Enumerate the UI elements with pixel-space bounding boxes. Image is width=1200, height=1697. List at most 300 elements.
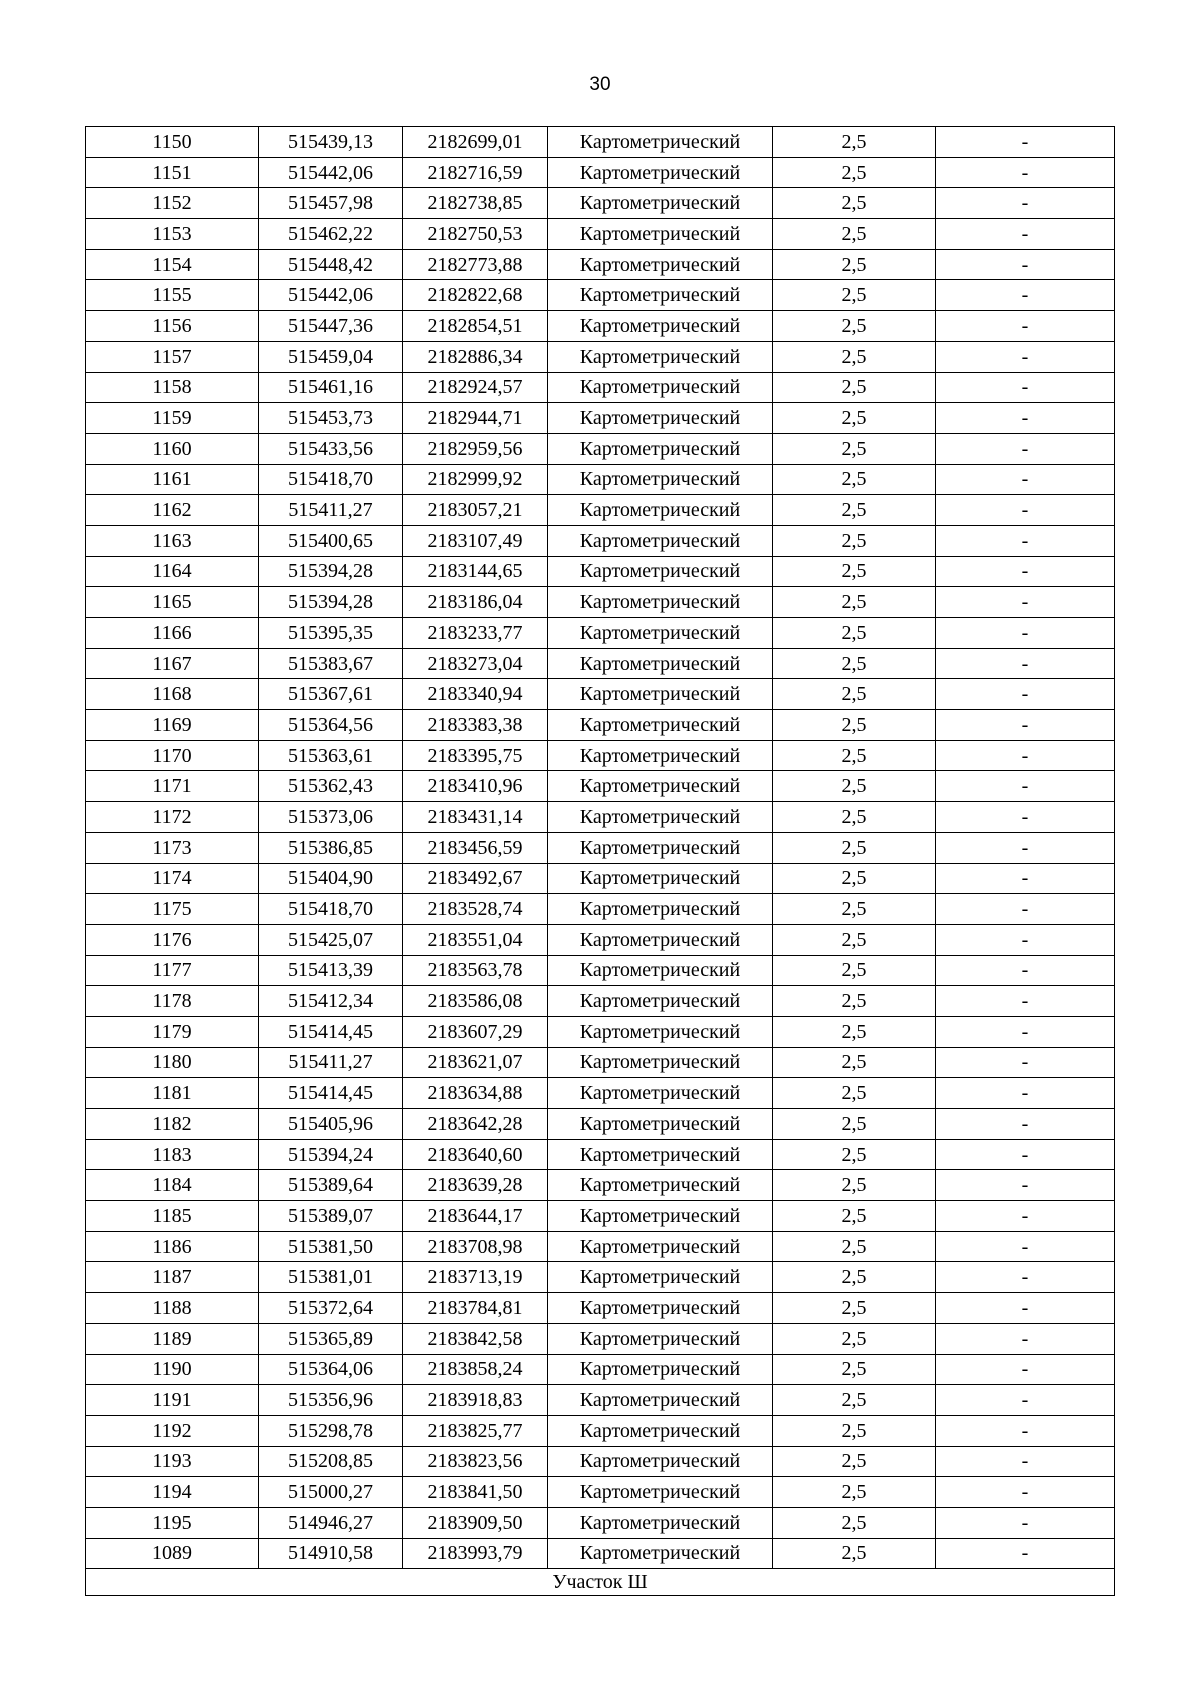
- method-cell: Картометрический: [548, 618, 773, 649]
- note-cell: -: [936, 618, 1115, 649]
- point-number-cell: 1167: [86, 648, 259, 679]
- x-coordinate-cell: 515412,34: [259, 986, 403, 1017]
- note-cell: -: [936, 525, 1115, 556]
- x-coordinate-cell: 515405,96: [259, 1109, 403, 1140]
- point-number-cell: 1190: [86, 1354, 259, 1385]
- y-coordinate-cell: 2182822,68: [403, 280, 548, 311]
- accuracy-cell: 2,5: [773, 1201, 936, 1232]
- note-cell: -: [936, 1538, 1115, 1569]
- x-coordinate-cell: 515433,56: [259, 433, 403, 464]
- note-cell: -: [936, 127, 1115, 158]
- note-cell: -: [936, 341, 1115, 372]
- point-number-cell: 1089: [86, 1538, 259, 1569]
- accuracy-cell: 2,5: [773, 1293, 936, 1324]
- table-row: [86, 495, 1115, 526]
- y-coordinate-cell: 2182924,57: [403, 372, 548, 403]
- x-coordinate-cell: 515457,98: [259, 188, 403, 219]
- table-row: [86, 556, 1115, 587]
- method-cell: Картометрический: [548, 1078, 773, 1109]
- table-row: [86, 832, 1115, 863]
- note-cell: -: [936, 802, 1115, 833]
- point-number-cell: 1186: [86, 1231, 259, 1262]
- note-cell: -: [936, 1231, 1115, 1262]
- x-coordinate-cell: 515400,65: [259, 525, 403, 556]
- table-row: [86, 771, 1115, 802]
- y-coordinate-cell: 2183918,83: [403, 1385, 548, 1416]
- x-coordinate-cell: 515363,61: [259, 740, 403, 771]
- x-coordinate-cell: 515414,45: [259, 1078, 403, 1109]
- accuracy-cell: 2,5: [773, 219, 936, 250]
- note-cell: -: [936, 771, 1115, 802]
- table-row: [86, 1293, 1115, 1324]
- y-coordinate-cell: 2183410,96: [403, 771, 548, 802]
- table-row: [86, 1201, 1115, 1232]
- note-cell: -: [936, 740, 1115, 771]
- point-number-cell: 1151: [86, 157, 259, 188]
- point-number-cell: 1153: [86, 219, 259, 250]
- method-cell: Картометрический: [548, 1354, 773, 1385]
- method-cell: Картометрический: [548, 1507, 773, 1538]
- note-cell: -: [936, 464, 1115, 495]
- x-coordinate-cell: 515411,27: [259, 1047, 403, 1078]
- y-coordinate-cell: 2182738,85: [403, 188, 548, 219]
- note-cell: -: [936, 955, 1115, 986]
- y-coordinate-cell: 2183858,24: [403, 1354, 548, 1385]
- accuracy-cell: 2,5: [773, 587, 936, 618]
- method-cell: Картометрический: [548, 403, 773, 434]
- y-coordinate-cell: 2183528,74: [403, 894, 548, 925]
- table-row: [86, 1047, 1115, 1078]
- accuracy-cell: 2,5: [773, 1078, 936, 1109]
- method-cell: Картометрический: [548, 280, 773, 311]
- x-coordinate-cell: 515439,13: [259, 127, 403, 158]
- point-number-cell: 1175: [86, 894, 259, 925]
- accuracy-cell: 2,5: [773, 986, 936, 1017]
- y-coordinate-cell: 2182999,92: [403, 464, 548, 495]
- y-coordinate-cell: 2183395,75: [403, 740, 548, 771]
- y-coordinate-cell: 2183456,59: [403, 832, 548, 863]
- note-cell: -: [936, 1262, 1115, 1293]
- table-row: [86, 1385, 1115, 1416]
- method-cell: Картометрический: [548, 157, 773, 188]
- point-number-cell: 1158: [86, 372, 259, 403]
- y-coordinate-cell: 2183107,49: [403, 525, 548, 556]
- point-number-cell: 1180: [86, 1047, 259, 1078]
- table-row: [86, 955, 1115, 986]
- point-number-cell: 1183: [86, 1139, 259, 1170]
- note-cell: -: [936, 219, 1115, 250]
- y-coordinate-cell: 2183640,60: [403, 1139, 548, 1170]
- x-coordinate-cell: 515383,67: [259, 648, 403, 679]
- method-cell: Картометрический: [548, 1109, 773, 1140]
- note-cell: -: [936, 1109, 1115, 1140]
- y-coordinate-cell: 2183607,29: [403, 1016, 548, 1047]
- note-cell: -: [936, 587, 1115, 618]
- x-coordinate-cell: 515453,73: [259, 403, 403, 434]
- method-cell: Картометрический: [548, 433, 773, 464]
- y-coordinate-cell: 2183057,21: [403, 495, 548, 526]
- note-cell: -: [936, 1047, 1115, 1078]
- point-number-cell: 1182: [86, 1109, 259, 1140]
- accuracy-cell: 2,5: [773, 1415, 936, 1446]
- x-coordinate-cell: 515298,78: [259, 1415, 403, 1446]
- x-coordinate-cell: 515418,70: [259, 464, 403, 495]
- method-cell: Картометрический: [548, 710, 773, 741]
- table-row: [86, 679, 1115, 710]
- method-cell: Картометрический: [548, 986, 773, 1017]
- y-coordinate-cell: 2183563,78: [403, 955, 548, 986]
- method-cell: Картометрический: [548, 525, 773, 556]
- accuracy-cell: 2,5: [773, 556, 936, 587]
- accuracy-cell: 2,5: [773, 1047, 936, 1078]
- method-cell: Картометрический: [548, 1293, 773, 1324]
- table-row: [86, 894, 1115, 925]
- table-row: [86, 403, 1115, 434]
- note-cell: -: [936, 924, 1115, 955]
- note-cell: -: [936, 1139, 1115, 1170]
- method-cell: Картометрический: [548, 341, 773, 372]
- x-coordinate-cell: 515395,35: [259, 618, 403, 649]
- method-cell: Картометрический: [548, 1170, 773, 1201]
- y-coordinate-cell: 2183825,77: [403, 1415, 548, 1446]
- table-row: [86, 219, 1115, 250]
- method-cell: Картометрический: [548, 771, 773, 802]
- y-coordinate-cell: 2183340,94: [403, 679, 548, 710]
- point-number-cell: 1150: [86, 127, 259, 158]
- point-number-cell: 1152: [86, 188, 259, 219]
- note-cell: -: [936, 280, 1115, 311]
- y-coordinate-cell: 2182773,88: [403, 249, 548, 280]
- method-cell: Картометрический: [548, 249, 773, 280]
- note-cell: -: [936, 495, 1115, 526]
- method-cell: Картометрический: [548, 894, 773, 925]
- point-number-cell: 1156: [86, 311, 259, 342]
- accuracy-cell: 2,5: [773, 1477, 936, 1508]
- y-coordinate-cell: 2183431,14: [403, 802, 548, 833]
- y-coordinate-cell: 2182886,34: [403, 341, 548, 372]
- accuracy-cell: 2,5: [773, 1354, 936, 1385]
- y-coordinate-cell: 2182854,51: [403, 311, 548, 342]
- method-cell: Картометрический: [548, 1323, 773, 1354]
- x-coordinate-cell: 515000,27: [259, 1477, 403, 1508]
- y-coordinate-cell: 2183383,38: [403, 710, 548, 741]
- method-cell: Картометрический: [548, 556, 773, 587]
- y-coordinate-cell: 2183551,04: [403, 924, 548, 955]
- y-coordinate-cell: 2183639,28: [403, 1170, 548, 1201]
- point-number-cell: 1181: [86, 1078, 259, 1109]
- x-coordinate-cell: 515394,28: [259, 587, 403, 618]
- accuracy-cell: 2,5: [773, 127, 936, 158]
- note-cell: -: [936, 894, 1115, 925]
- table-row: [86, 1170, 1115, 1201]
- accuracy-cell: 2,5: [773, 924, 936, 955]
- table-row: [86, 1109, 1115, 1140]
- x-coordinate-cell: 515389,07: [259, 1201, 403, 1232]
- table-row: [86, 280, 1115, 311]
- x-coordinate-cell: 515448,42: [259, 249, 403, 280]
- table-row: [86, 924, 1115, 955]
- y-coordinate-cell: 2182944,71: [403, 403, 548, 434]
- method-cell: Картометрический: [548, 464, 773, 495]
- y-coordinate-cell: 2182750,53: [403, 219, 548, 250]
- method-cell: Картометрический: [548, 1047, 773, 1078]
- accuracy-cell: 2,5: [773, 955, 936, 986]
- section-row: [86, 1569, 1115, 1596]
- method-cell: Картометрический: [548, 1477, 773, 1508]
- x-coordinate-cell: 515425,07: [259, 924, 403, 955]
- x-coordinate-cell: 514946,27: [259, 1507, 403, 1538]
- point-number-cell: 1192: [86, 1415, 259, 1446]
- table-row: [86, 1354, 1115, 1385]
- accuracy-cell: 2,5: [773, 311, 936, 342]
- method-cell: Картометрический: [548, 863, 773, 894]
- method-cell: Картометрический: [548, 924, 773, 955]
- note-cell: -: [936, 1323, 1115, 1354]
- x-coordinate-cell: 515394,24: [259, 1139, 403, 1170]
- y-coordinate-cell: 2183842,58: [403, 1323, 548, 1354]
- point-number-cell: 1189: [86, 1323, 259, 1354]
- method-cell: Картометрический: [548, 1201, 773, 1232]
- method-cell: Картометрический: [548, 1139, 773, 1170]
- method-cell: Картометрический: [548, 1231, 773, 1262]
- point-number-cell: 1160: [86, 433, 259, 464]
- x-coordinate-cell: 515365,89: [259, 1323, 403, 1354]
- accuracy-cell: 2,5: [773, 1262, 936, 1293]
- note-cell: -: [936, 1078, 1115, 1109]
- method-cell: Картометрический: [548, 372, 773, 403]
- accuracy-cell: 2,5: [773, 249, 936, 280]
- x-coordinate-cell: 515372,64: [259, 1293, 403, 1324]
- accuracy-cell: 2,5: [773, 1507, 936, 1538]
- y-coordinate-cell: 2183993,79: [403, 1538, 548, 1569]
- x-coordinate-cell: 515404,90: [259, 863, 403, 894]
- accuracy-cell: 2,5: [773, 771, 936, 802]
- x-coordinate-cell: 515362,43: [259, 771, 403, 802]
- note-cell: -: [936, 1170, 1115, 1201]
- point-number-cell: 1188: [86, 1293, 259, 1324]
- method-cell: Картометрический: [548, 802, 773, 833]
- method-cell: Картометрический: [548, 955, 773, 986]
- x-coordinate-cell: 515373,06: [259, 802, 403, 833]
- accuracy-cell: 2,5: [773, 740, 936, 771]
- note-cell: -: [936, 863, 1115, 894]
- accuracy-cell: 2,5: [773, 648, 936, 679]
- x-coordinate-cell: 515414,45: [259, 1016, 403, 1047]
- table-row: [86, 740, 1115, 771]
- y-coordinate-cell: 2183841,50: [403, 1477, 548, 1508]
- y-coordinate-cell: 2183823,56: [403, 1446, 548, 1477]
- table-row: [86, 1446, 1115, 1477]
- table-row: [86, 433, 1115, 464]
- note-cell: -: [936, 372, 1115, 403]
- note-cell: -: [936, 679, 1115, 710]
- method-cell: Картометрический: [548, 1415, 773, 1446]
- table-row: [86, 372, 1115, 403]
- table-row: [86, 127, 1115, 158]
- accuracy-cell: 2,5: [773, 1538, 936, 1569]
- table-row: [86, 710, 1115, 741]
- point-number-cell: 1168: [86, 679, 259, 710]
- x-coordinate-cell: 515394,28: [259, 556, 403, 587]
- point-number-cell: 1165: [86, 587, 259, 618]
- note-cell: -: [936, 986, 1115, 1017]
- accuracy-cell: 2,5: [773, 1231, 936, 1262]
- x-coordinate-cell: 515386,85: [259, 832, 403, 863]
- accuracy-cell: 2,5: [773, 1385, 936, 1416]
- accuracy-cell: 2,5: [773, 832, 936, 863]
- coordinates-table: [85, 126, 1115, 1596]
- x-coordinate-cell: 515442,06: [259, 157, 403, 188]
- point-number-cell: 1185: [86, 1201, 259, 1232]
- point-number-cell: 1163: [86, 525, 259, 556]
- point-number-cell: 1179: [86, 1016, 259, 1047]
- y-coordinate-cell: 2183784,81: [403, 1293, 548, 1324]
- accuracy-cell: 2,5: [773, 341, 936, 372]
- point-number-cell: 1187: [86, 1262, 259, 1293]
- note-cell: -: [936, 1385, 1115, 1416]
- method-cell: Картометрический: [548, 648, 773, 679]
- note-cell: -: [936, 1446, 1115, 1477]
- point-number-cell: 1164: [86, 556, 259, 587]
- table-row: [86, 525, 1115, 556]
- x-coordinate-cell: 514910,58: [259, 1538, 403, 1569]
- table-row: [86, 648, 1115, 679]
- note-cell: -: [936, 832, 1115, 863]
- table-row: [86, 1477, 1115, 1508]
- point-number-cell: 1172: [86, 802, 259, 833]
- x-coordinate-cell: 515364,06: [259, 1354, 403, 1385]
- y-coordinate-cell: 2183708,98: [403, 1231, 548, 1262]
- note-cell: -: [936, 433, 1115, 464]
- table-row: [86, 1262, 1115, 1293]
- method-cell: Картометрический: [548, 587, 773, 618]
- point-number-cell: 1161: [86, 464, 259, 495]
- note-cell: -: [936, 648, 1115, 679]
- table-row: [86, 1139, 1115, 1170]
- y-coordinate-cell: 2183186,04: [403, 587, 548, 618]
- table-row: [86, 587, 1115, 618]
- x-coordinate-cell: 515381,01: [259, 1262, 403, 1293]
- x-coordinate-cell: 515411,27: [259, 495, 403, 526]
- point-number-cell: 1193: [86, 1446, 259, 1477]
- method-cell: Картометрический: [548, 495, 773, 526]
- page-number: 30: [589, 74, 611, 95]
- accuracy-cell: 2,5: [773, 863, 936, 894]
- y-coordinate-cell: 2183634,88: [403, 1078, 548, 1109]
- x-coordinate-cell: 515418,70: [259, 894, 403, 925]
- note-cell: -: [936, 157, 1115, 188]
- accuracy-cell: 2,5: [773, 157, 936, 188]
- note-cell: -: [936, 1293, 1115, 1324]
- y-coordinate-cell: 2183909,50: [403, 1507, 548, 1538]
- point-number-cell: 1174: [86, 863, 259, 894]
- method-cell: Картометрический: [548, 1016, 773, 1047]
- method-cell: Картометрический: [548, 219, 773, 250]
- method-cell: Картометрический: [548, 679, 773, 710]
- point-number-cell: 1177: [86, 955, 259, 986]
- x-coordinate-cell: 515208,85: [259, 1446, 403, 1477]
- method-cell: Картометрический: [548, 1446, 773, 1477]
- y-coordinate-cell: 2183644,17: [403, 1201, 548, 1232]
- point-number-cell: 1176: [86, 924, 259, 955]
- method-cell: Картометрический: [548, 311, 773, 342]
- method-cell: Картометрический: [548, 127, 773, 158]
- x-coordinate-cell: 515356,96: [259, 1385, 403, 1416]
- accuracy-cell: 2,5: [773, 280, 936, 311]
- table-row: [86, 618, 1115, 649]
- point-number-cell: 1191: [86, 1385, 259, 1416]
- method-cell: Картометрический: [548, 1262, 773, 1293]
- table-row: [86, 986, 1115, 1017]
- note-cell: -: [936, 1507, 1115, 1538]
- x-coordinate-cell: 515459,04: [259, 341, 403, 372]
- table-row: [86, 157, 1115, 188]
- accuracy-cell: 2,5: [773, 372, 936, 403]
- note-cell: -: [936, 1477, 1115, 1508]
- table-row: [86, 1415, 1115, 1446]
- point-number-cell: 1194: [86, 1477, 259, 1508]
- y-coordinate-cell: 2183586,08: [403, 986, 548, 1017]
- y-coordinate-cell: 2182959,56: [403, 433, 548, 464]
- accuracy-cell: 2,5: [773, 433, 936, 464]
- note-cell: -: [936, 311, 1115, 342]
- table-row: [86, 802, 1115, 833]
- y-coordinate-cell: 2183233,77: [403, 618, 548, 649]
- x-coordinate-cell: 515447,36: [259, 311, 403, 342]
- table-row: [86, 1507, 1115, 1538]
- accuracy-cell: 2,5: [773, 802, 936, 833]
- point-number-cell: 1157: [86, 341, 259, 372]
- y-coordinate-cell: 2183273,04: [403, 648, 548, 679]
- point-number-cell: 1170: [86, 740, 259, 771]
- y-coordinate-cell: 2182699,01: [403, 127, 548, 158]
- table-row: [86, 1016, 1115, 1047]
- accuracy-cell: 2,5: [773, 679, 936, 710]
- point-number-cell: 1184: [86, 1170, 259, 1201]
- accuracy-cell: 2,5: [773, 1109, 936, 1140]
- accuracy-cell: 2,5: [773, 403, 936, 434]
- accuracy-cell: 2,5: [773, 1170, 936, 1201]
- accuracy-cell: 2,5: [773, 188, 936, 219]
- point-number-cell: 1154: [86, 249, 259, 280]
- note-cell: -: [936, 188, 1115, 219]
- point-number-cell: 1159: [86, 403, 259, 434]
- x-coordinate-cell: 515442,06: [259, 280, 403, 311]
- note-cell: -: [936, 1415, 1115, 1446]
- x-coordinate-cell: 515462,22: [259, 219, 403, 250]
- note-cell: -: [936, 1201, 1115, 1232]
- point-number-cell: 1155: [86, 280, 259, 311]
- x-coordinate-cell: 515367,61: [259, 679, 403, 710]
- y-coordinate-cell: 2183713,19: [403, 1262, 548, 1293]
- point-number-cell: 1162: [86, 495, 259, 526]
- accuracy-cell: 2,5: [773, 618, 936, 649]
- table-row: [86, 1231, 1115, 1262]
- x-coordinate-cell: 515389,64: [259, 1170, 403, 1201]
- method-cell: Картометрический: [548, 1538, 773, 1569]
- accuracy-cell: 2,5: [773, 1016, 936, 1047]
- table-row: [86, 1078, 1115, 1109]
- note-cell: -: [936, 1016, 1115, 1047]
- accuracy-cell: 2,5: [773, 1139, 936, 1170]
- x-coordinate-cell: 515364,56: [259, 710, 403, 741]
- x-coordinate-cell: 515413,39: [259, 955, 403, 986]
- point-number-cell: 1178: [86, 986, 259, 1017]
- point-number-cell: 1166: [86, 618, 259, 649]
- table-row: [86, 464, 1115, 495]
- accuracy-cell: 2,5: [773, 710, 936, 741]
- y-coordinate-cell: 2182716,59: [403, 157, 548, 188]
